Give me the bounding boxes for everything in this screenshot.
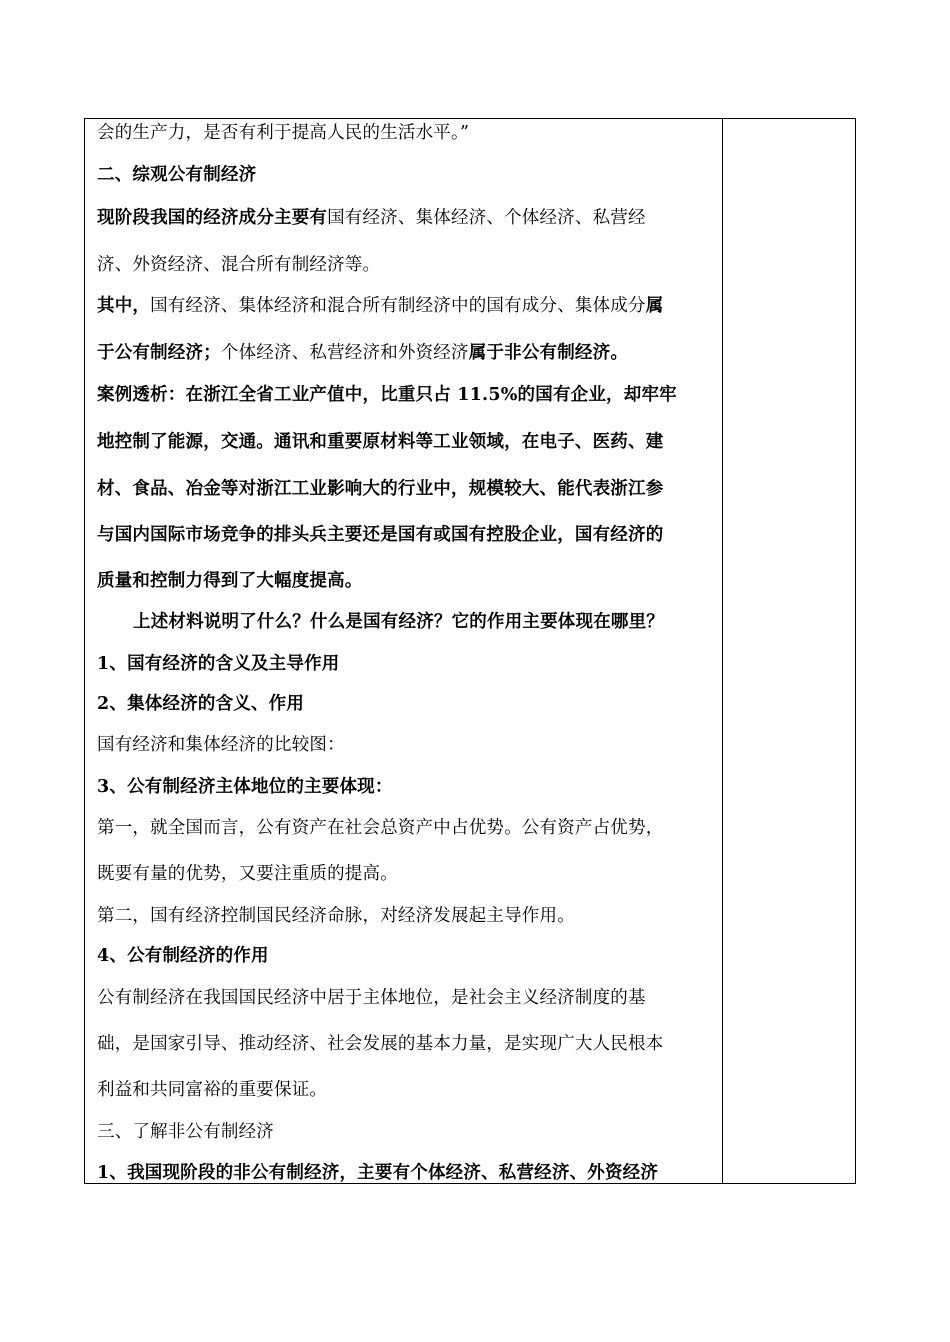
text-line bbox=[97, 163, 712, 187]
text-segment: 1、国有经济的含义及主导作用 bbox=[97, 654, 340, 674]
text-segment: 国有经济、集体经济和混合所有制经济中的国有成分、集体成分 bbox=[150, 296, 646, 316]
text-line bbox=[97, 253, 712, 277]
text-line bbox=[97, 1161, 712, 1183]
text-segment: 地控制了能源，交通。通讯和重要原材料等工业领域，在电子、医药、建 bbox=[97, 432, 664, 452]
text-segment: 案例透析：在浙江全省工业产值中，比重只占 11.5%的国有企业，却牢牢 bbox=[97, 385, 677, 405]
text-segment: 第二，国有经济控制国民经济命脉，对经济发展起主导作用。 bbox=[97, 906, 575, 926]
text-segment: 会的生产力，是否有利于提高人民的生活水平。” bbox=[97, 123, 470, 143]
text-line bbox=[97, 383, 712, 407]
text-line bbox=[97, 121, 712, 145]
text-line bbox=[97, 904, 712, 928]
text-line bbox=[97, 294, 712, 318]
text-line bbox=[97, 944, 712, 968]
text-segment: 其中， bbox=[97, 296, 151, 316]
text-line bbox=[97, 206, 712, 230]
text-segment: 现阶段我国的经济成分主要有 bbox=[97, 208, 328, 228]
text-line bbox=[97, 1120, 712, 1144]
text-segment: 公有制经济在我国国民经济中居于主体地位，是社会主义经济制度的基 bbox=[97, 988, 646, 1008]
text-line bbox=[97, 816, 712, 840]
text-segment: 第一，就全国而言，公有资产在社会总资产中占优势。公有资产占优势， bbox=[97, 818, 664, 838]
text-segment: 既要有量的优势，又要注重质的提高。 bbox=[97, 864, 398, 884]
text-line bbox=[97, 341, 712, 365]
text-segment: 济、外资经济、混合所有制经济等。 bbox=[97, 255, 381, 275]
text-line bbox=[97, 862, 712, 886]
text-line bbox=[97, 692, 712, 716]
text-segment: 质量和控制力得到了大幅度提高。 bbox=[97, 571, 363, 591]
text-line bbox=[97, 652, 712, 676]
text-segment: 与国内国际市场竞争的排头兵主要还是国有或国有控股企业，国有经济的 bbox=[97, 525, 664, 545]
text-segment: 材、食品、冶金等对浙江工业影响大的行业中，规模较大、能代表浙江参 bbox=[97, 479, 664, 499]
text-segment: 属于非公有制经济。 bbox=[468, 343, 629, 363]
text-line bbox=[97, 1078, 712, 1102]
text-segment: 2、集体经济的含义、作用 bbox=[97, 694, 305, 714]
text-line bbox=[97, 569, 712, 593]
text-line bbox=[97, 733, 712, 757]
text-segment: 上述材料说明了什么？什么是国有经济？它的作用主要体现在哪里？ bbox=[133, 612, 664, 632]
text-segment: 三、了解非公有制经济 bbox=[97, 1122, 274, 1142]
text-segment: 国有经济和集体经济的比较图： bbox=[97, 735, 345, 755]
text-line bbox=[97, 523, 712, 547]
text-segment: 于公有制经济； bbox=[97, 343, 221, 363]
text-line bbox=[97, 1032, 712, 1056]
text-line bbox=[97, 775, 712, 799]
text-segment: 个体经济、私营经济和外资经济 bbox=[220, 343, 469, 363]
text-line bbox=[97, 477, 712, 501]
text-segment: 1、我国现阶段的非公有制经济，主要有个体经济、私营经济、外资经济 bbox=[97, 1163, 659, 1183]
text-segment: 4、公有制经济的作用 bbox=[97, 946, 269, 966]
content-cell bbox=[85, 119, 722, 1183]
text-segment: 3、公有制经济主体地位的主要体现： bbox=[97, 777, 393, 797]
text-segment: 国有经济、集体经济、个体经济、私营经 bbox=[327, 208, 646, 228]
text-segment: 二、综观公有制经济 bbox=[97, 165, 257, 185]
text-segment: 础，是国家引导、推动经济、社会发展的基本力量，是实现广大人民根本 bbox=[97, 1034, 664, 1054]
document-table bbox=[84, 118, 856, 1184]
text-line bbox=[97, 986, 712, 1010]
text-line bbox=[133, 610, 722, 634]
notes-cell bbox=[723, 119, 855, 1183]
text-line bbox=[97, 430, 712, 454]
text-segment: 利益和共同富裕的重要保证。 bbox=[97, 1080, 328, 1100]
text-segment: 属 bbox=[645, 296, 664, 316]
